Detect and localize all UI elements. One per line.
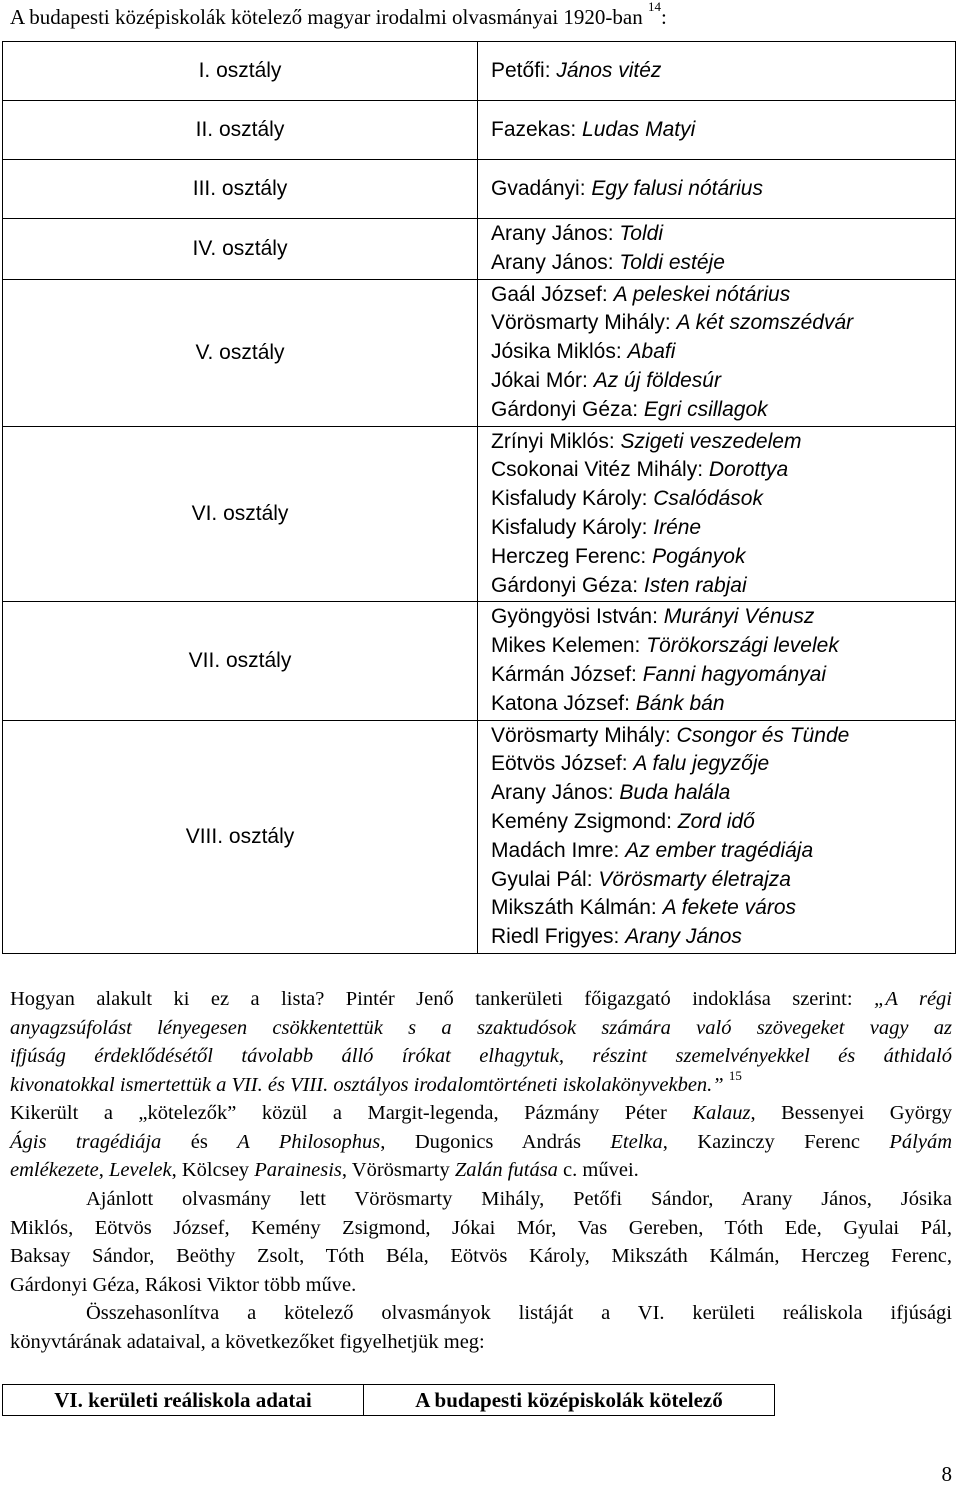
- grade-row: [3, 426, 956, 602]
- work-title: Zord idő: [677, 809, 755, 833]
- grade-label: VI. osztály: [3, 426, 478, 602]
- work-entry: [491, 161, 955, 217]
- work-entry: [491, 485, 955, 514]
- work-author: Madách Imre:: [491, 838, 626, 862]
- work-author: Gárdonyi Géza:: [491, 573, 644, 597]
- work-author: Eötvös József:: [491, 752, 634, 776]
- work-entry: [491, 338, 955, 367]
- grade-label: VIII. osztály: [3, 720, 478, 953]
- grade-works: [478, 42, 956, 101]
- p1-line-1: Hogyan alakult ki ez a lista? Pintér Jenő tankerületi főigazgató indoklása szerint: „A régi: [10, 988, 953, 1010]
- work-title: A fekete város: [662, 896, 797, 920]
- work-entry: [491, 43, 955, 99]
- paragraph-3: [10, 1185, 952, 1299]
- work-title: Abafi: [627, 340, 676, 364]
- work-title: János vitéz: [556, 59, 662, 82]
- grade-works: [478, 101, 956, 160]
- work-author: Vörösmarty Mihály:: [491, 311, 677, 335]
- work-author: Gyöngyösi István:: [491, 605, 664, 629]
- work-author: Katona József:: [491, 691, 636, 715]
- p3-line-4: Gárdonyi Géza, Rákosi Viktor több műve.: [10, 1273, 357, 1296]
- work-title: Toldi: [619, 222, 663, 245]
- work-author: Kármán József:: [491, 662, 643, 686]
- grade-row: [3, 101, 956, 160]
- work-title: Fanni hagyományai: [642, 662, 827, 686]
- p1-line-4: kivonatokkal ismertettük a VII. és VIII. osztályos irodalomtörténeti iskolakönyvekben.” $^{15}$: [10, 1067, 742, 1096]
- work-title: Egri csillagok: [643, 397, 768, 421]
- work-entry: [491, 603, 955, 632]
- work-entry: [491, 808, 955, 837]
- work-entry: [491, 661, 955, 690]
- work-author: Herczeg Ferenc:: [491, 544, 653, 568]
- work-title: Toldi estéje: [619, 250, 725, 274]
- work-author: Fazekas:: [491, 118, 583, 141]
- p2-line-2: Ágis tragédiája és A Philosophus, Dugonics András Etelka, Kazinczy Ferenc Pályám: [10, 1130, 953, 1153]
- work-entry: [491, 514, 955, 543]
- work-entry: [491, 866, 955, 895]
- work-entry: [491, 572, 955, 601]
- work-title: A falu jegyzője: [633, 752, 770, 776]
- work-title: Csongor és Tünde: [676, 723, 850, 747]
- grade-row: [3, 42, 956, 101]
- work-title: Szigeti veszedelem: [620, 429, 802, 453]
- grade-label: VII. osztály: [3, 602, 478, 720]
- work-author: Gyulai Pál:: [491, 867, 599, 891]
- header-cell-required-readings: A budapesti középiskolák kötelező: [364, 1385, 775, 1416]
- work-author: Kisfaludy Károly:: [491, 487, 654, 511]
- work-title: Egy falusi nótárius: [591, 177, 763, 200]
- work-entry: [491, 456, 955, 485]
- work-title: Dorottya: [708, 458, 789, 482]
- work-title: Buda halála: [619, 781, 731, 805]
- grade-label: V. osztály: [3, 279, 478, 426]
- work-entry: [491, 396, 955, 425]
- work-title: Törökországi levelek: [646, 634, 839, 658]
- grade-row: [3, 219, 956, 280]
- work-author: Vörösmarty Mihály:: [491, 723, 677, 747]
- work-entry: [491, 750, 955, 779]
- grade-works: [478, 426, 956, 602]
- grade-label: IV. osztály: [3, 219, 478, 280]
- p3-line-3: Baksay Sándor, Beöthy Zsolt, Tóth Béla, Eötvös Károly, Mikszáth Kálmán, Herczeg Ferenc,: [10, 1245, 952, 1267]
- comparison-table-header: [2, 1384, 775, 1416]
- work-author: Jókai Mór:: [491, 368, 594, 392]
- work-author: Gaál József:: [491, 282, 614, 306]
- work-author: Gárdonyi Géza:: [491, 397, 644, 421]
- grade-works: [478, 279, 956, 426]
- paragraph-1: [10, 985, 952, 1099]
- work-author: Mikes Kelemen:: [491, 634, 647, 658]
- work-title: Pogányok: [652, 544, 746, 568]
- p1-line-2: anyagzsúfolást lényegesen csökkentettük s a szaktudósok számára való szövegeket vagy az: [10, 1016, 952, 1039]
- work-entry: [491, 690, 955, 719]
- work-title: Murányi Vénusz: [663, 605, 815, 629]
- work-entry: [491, 220, 955, 249]
- page-number: 8: [941, 1462, 952, 1486]
- title-suffix: :: [661, 5, 667, 29]
- work-title: A peleskei nótárius: [613, 282, 791, 306]
- p1-line-3: ifjúság érdeklődésétől távolabb álló írókat elhagytuk, részint szemelvényekkel és áthidaló: [10, 1045, 952, 1067]
- work-title: Ludas Matyi: [582, 118, 696, 141]
- work-entry: [491, 923, 955, 952]
- grade-works: [478, 219, 956, 280]
- work-entry: [491, 249, 955, 278]
- work-entry: [491, 281, 955, 310]
- work-title: Az új földesúr: [593, 368, 721, 392]
- work-author: Gvadányi:: [491, 177, 592, 200]
- grade-row: [3, 602, 956, 720]
- grade-label: II. osztály: [3, 101, 478, 160]
- work-title: Bánk bán: [635, 691, 725, 715]
- work-author: Arany János:: [491, 781, 620, 805]
- work-author: Csokonai Vitéz Mihály:: [491, 458, 709, 482]
- work-entry: [491, 722, 955, 751]
- p3-line-2: Miklós, Eötvös József, Kemény Zsigmond, Jókai Mór, Vas Gereben, Tóth Ede, Gyulai Pál,: [10, 1216, 952, 1239]
- work-title: Csalódások: [653, 487, 763, 511]
- grade-label: I. osztály: [3, 42, 478, 101]
- p4-line-1: Összehasonlítva a kötelező olvasmányok listáját a VI. kerületi reáliskola ifjúsági: [86, 1302, 952, 1324]
- work-author: Petőfi:: [491, 59, 557, 82]
- work-author: Zrínyi Miklós:: [491, 429, 621, 453]
- work-author: Jósika Miklós:: [491, 340, 628, 364]
- grade-works: [478, 720, 956, 953]
- p2-line-1: Kikerült a „kötelezők” közül a Margit-legenda, Pázmány Péter Kalauz, Bessenyei György: [10, 1102, 953, 1124]
- grade-row: [3, 160, 956, 219]
- work-entry: [491, 309, 955, 338]
- grade-works: [478, 160, 956, 219]
- work-title: Vörösmarty életrajza: [598, 867, 791, 891]
- work-entry: [491, 367, 955, 396]
- work-entry: [491, 428, 955, 457]
- p3-line-1: Ajánlott olvasmány lett Vörösmarty Mihály, Petőfi Sándor, Arany János, Jósika: [86, 1188, 952, 1210]
- work-entry: [491, 837, 955, 866]
- work-title: A két szomszédvár: [676, 311, 854, 335]
- work-author: Arany János:: [491, 222, 620, 245]
- work-title: Iréne: [653, 515, 702, 539]
- title-footnote: 14: [648, 0, 661, 14]
- work-title: Isten rabjai: [643, 573, 747, 597]
- work-author: Kemény Zsigmond:: [491, 809, 678, 833]
- work-entry: [491, 543, 955, 572]
- work-title: Arany János: [625, 925, 742, 949]
- reading-list-table: [2, 41, 956, 954]
- page-title: [10, 2, 667, 32]
- work-entry: [491, 894, 955, 923]
- work-entry: [491, 632, 955, 661]
- work-author: Kisfaludy Károly:: [491, 515, 654, 539]
- paragraph-2: [10, 1099, 952, 1185]
- grade-row: [3, 279, 956, 426]
- grade-works: [478, 602, 956, 720]
- p1-footnote: 15: [728, 1067, 742, 1083]
- p2-line-3: emlékezete, Levelek, Kölcsey Parainesis, Vörösmarty Zalán futása c. művei.: [10, 1159, 639, 1181]
- work-author: Arany János:: [491, 250, 620, 274]
- work-title: Az ember tragédiája: [625, 838, 814, 862]
- work-entry: [491, 779, 955, 808]
- work-entry: [491, 102, 955, 158]
- grade-label: III. osztály: [3, 160, 478, 219]
- grade-row: [3, 720, 956, 953]
- work-author: Riedl Frigyes:: [491, 925, 626, 949]
- p4-line-2: könyvtárának adataival, a következőket figyelhetjük meg:: [10, 1330, 485, 1353]
- work-author: Mikszáth Kálmán:: [491, 896, 663, 920]
- header-cell-school-data: VI. kerületi reáliskola adatai: [3, 1385, 364, 1416]
- title-text: A budapesti középiskolák kötelező magyar irodalmi olvasmányai 1920-ban: [10, 5, 643, 29]
- paragraph-4: [10, 1299, 952, 1356]
